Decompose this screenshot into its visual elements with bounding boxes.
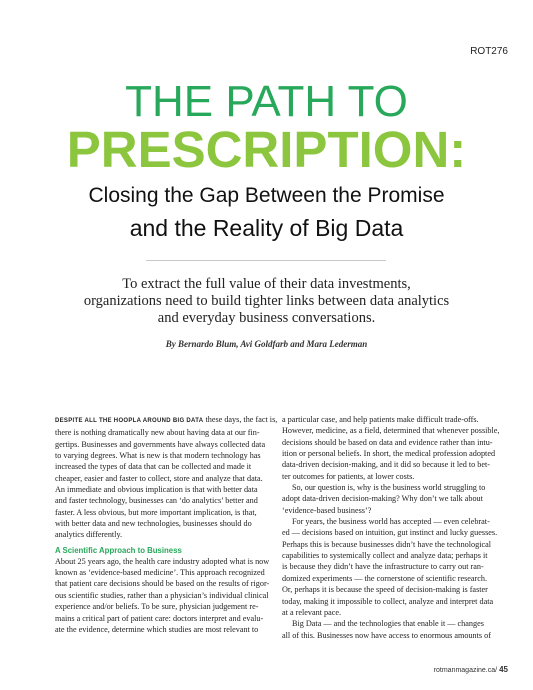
paragraph bbox=[282, 618, 500, 641]
line: gertips. Businesses and governments have always collected data bbox=[55, 439, 266, 449]
title-line-1: THE PATH TO bbox=[125, 77, 408, 126]
line: ed — decisions based on intuition, gut instinct and lucky guesses. bbox=[282, 528, 498, 538]
body-column-left bbox=[55, 414, 278, 635]
deck-line: To extract the full value of their data investments, bbox=[122, 276, 411, 292]
paragraph bbox=[282, 414, 500, 482]
line: experience and/or beliefs. To be sure, physician judgement re- bbox=[55, 602, 259, 612]
paragraph bbox=[282, 482, 500, 516]
line: with better data and new technologies, businesses should do bbox=[55, 519, 252, 529]
line: ition or personal beliefs. In short, the medical profession adopted bbox=[282, 449, 496, 459]
line: ‘evidence-based business’? bbox=[282, 505, 372, 515]
footer-site: rotmanmagazine.ca/ bbox=[433, 667, 498, 674]
subtitle-line-1: Closing the Gap Between the Promise bbox=[88, 184, 445, 207]
line: and faster technology, businesses can ‘do analytics’ better and bbox=[55, 496, 258, 506]
line: ate the evidence, determine which studies are most relevant to bbox=[55, 624, 259, 634]
title-line-2: PRESCRIPTION: bbox=[66, 121, 467, 178]
line: cheaper, easier and faster to collect, store and analyze that data. bbox=[55, 473, 263, 483]
line: For years, the business world has accepted — even celebrat- bbox=[292, 517, 490, 527]
line: known as ‘evidence-based medicine’. This approach recognized bbox=[55, 568, 265, 578]
subtitle-line-2: and the Reality of Big Data bbox=[129, 215, 404, 241]
line: capabilities to systemically collect and analyze data; perhaps it bbox=[282, 551, 488, 561]
line: Or, perhaps it is because the speed of decision-making is faster bbox=[282, 585, 488, 595]
line: domized experiments — the cornerstone of scientific research. bbox=[282, 573, 488, 583]
line: An immediate and obvious implication is that with better data bbox=[55, 485, 258, 495]
line: faster. A less obvious, but more important implication, is that, bbox=[55, 507, 257, 517]
paragraph bbox=[55, 414, 278, 541]
line: there is nothing dramatically new about having data at our fin- bbox=[55, 428, 260, 438]
line: increased the types of data that can be collected and made it bbox=[55, 462, 252, 472]
line: data-driven decision-making, and it did so because it led to bet- bbox=[282, 460, 491, 470]
line: analytics differently. bbox=[55, 530, 123, 540]
line: decisions should be based on data and evidence rather than intu- bbox=[282, 437, 493, 447]
line: to varying degrees. What is new is that modern technology has bbox=[55, 451, 261, 461]
page-footer bbox=[434, 665, 508, 674]
deck-line: organizations need to build tighter links between data analytics bbox=[83, 293, 450, 309]
line bbox=[55, 414, 278, 427]
lead-in: DESPITE ALL THE HOOPLA AROUND BIG DATA bbox=[55, 418, 204, 424]
byline: By Bernardo Blum, Avi Goldfarb and Mara Lederman bbox=[165, 339, 368, 349]
line: Perhaps this is because businesses didn’t have the technological bbox=[282, 539, 492, 549]
line: a particular case, and help patients make difficult trade-offs. bbox=[282, 415, 479, 424]
line: ous scientific studies, rather than a physician’s individual clinical bbox=[55, 590, 269, 600]
line: that patient care decisions should be based on the results of rigor- bbox=[55, 579, 270, 589]
line: ter outcomes for patients, at lower costs. bbox=[282, 471, 415, 481]
line: adopt data-driven decision-making? Why don’t we talk about bbox=[282, 494, 483, 504]
body-column-right bbox=[282, 414, 500, 641]
line: About 25 years ago, the health care industry adopted what is now bbox=[55, 556, 270, 566]
section-heading: A Scientific Approach to Business bbox=[55, 545, 182, 555]
line: Big Data — and the technologies that enable it — changes bbox=[292, 619, 484, 629]
line: all of this. Businesses now have access to enormous amounts of bbox=[282, 630, 491, 640]
title-divider bbox=[146, 260, 386, 261]
paragraph bbox=[282, 516, 500, 618]
line: at a relevant pace. bbox=[282, 607, 342, 617]
lead-text: these days, the fact is, bbox=[203, 415, 278, 424]
line: However, medicine, as a field, determined that whenever possible, bbox=[282, 426, 500, 436]
line: So, our question is, why is the business world struggling to bbox=[292, 483, 486, 493]
line: is because they didn’t have the infrastructure to carry out ran- bbox=[282, 562, 484, 572]
line: mains a critical part of patient care: doctors interpret and evalu- bbox=[55, 613, 264, 623]
article-code: ROT276 bbox=[470, 46, 508, 57]
paragraph bbox=[55, 556, 273, 635]
deck-line: and everyday business conversations. bbox=[157, 310, 376, 326]
line: today, making it impossible to collect, analyze and interpret data bbox=[282, 596, 494, 606]
page-number: 45 bbox=[499, 665, 508, 674]
deck bbox=[70, 276, 463, 327]
